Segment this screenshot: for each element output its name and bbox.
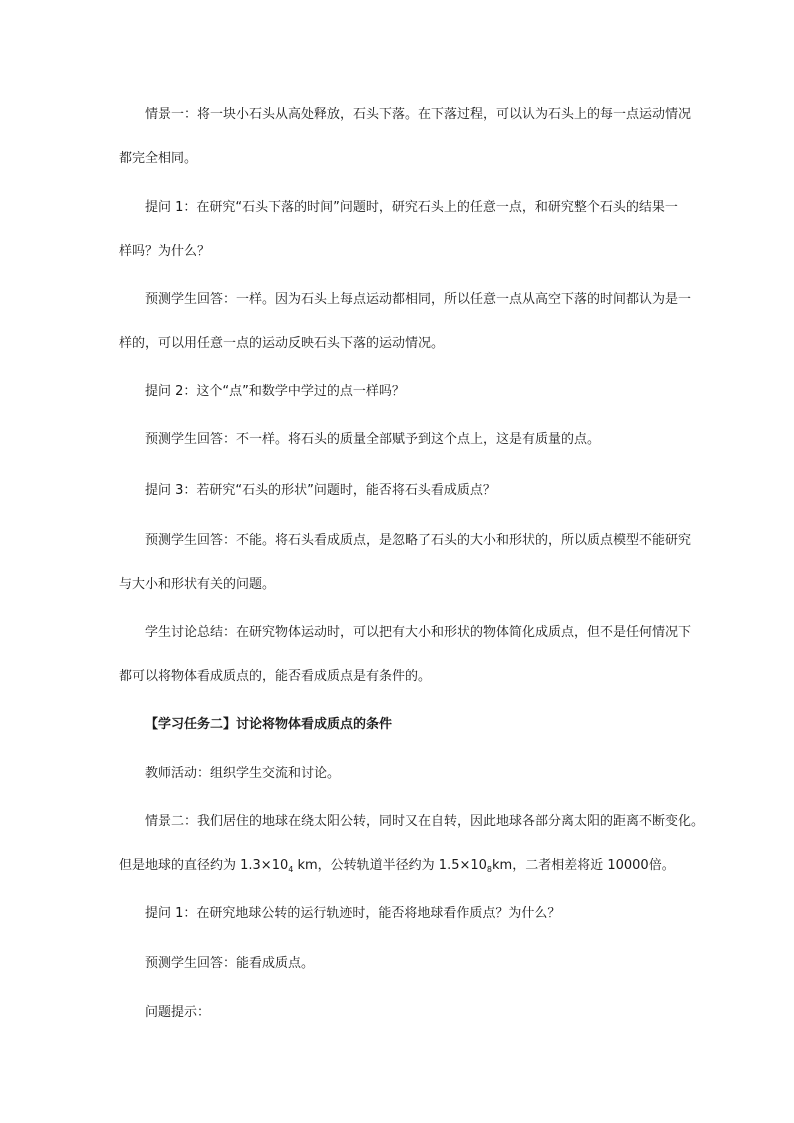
answer-1-line-2: 样的，可以用任意一点的运动反映石头下落的运动情况。 <box>119 336 445 351</box>
question-earth: 提问 1：在研究地球公转的运行轨迹时，能否将地球看作质点？为什么？ <box>145 906 561 921</box>
answer-1-line-1: 预测学生回答：一样。因为石头上每点运动都相同，所以任意一点从高空下落的时间都认为是一 <box>145 292 692 307</box>
question-1-line-2: 样吗？为什么？ <box>119 244 211 259</box>
teacher-activity: 教师活动：组织学生交流和讨论。 <box>145 766 341 781</box>
question-hint: 问题提示： <box>145 1005 211 1020</box>
question-1-line-1: 提问 1：在研究“石头下落的时间”问题时，研究石头上的任意一点，和研究整个石头的结果一 <box>145 200 678 215</box>
question-3: 提问 3：若研究“石头的形状”问题时，能否将石头看成质点？ <box>145 483 496 498</box>
question-2: 提问 2：这个“点”和数学中学过的点一样吗？ <box>145 384 405 399</box>
scenario-two-line-1: 情景二：我们居住的地球在绕太阳公转，同时又在自转，因此地球各部分离太阳的距离不断变化。 <box>145 814 705 829</box>
answer-2: 预测学生回答：不一样。将石头的质量全部赋予到这个点上，这是有质量的点。 <box>145 432 601 447</box>
summary-line-2: 都可以将物体看成质点的，能否看成质点是有条件的。 <box>119 669 432 684</box>
task-two-heading: 【学习任务二】讨论将物体看成质点的条件 <box>145 717 393 732</box>
scenario-one-line-1: 情景一：将一块小石头从高处释放，石头下落。在下落过程，可以认为石头上的每一点运动情况 <box>145 107 692 122</box>
answer-earth: 预测学生回答：能看成质点。 <box>145 956 315 971</box>
answer-3-line-2: 与大小和形状有关的问题。 <box>119 577 276 592</box>
scenario-two-line-2: 但是地球的直径约为 $1.3\times 10_4$ km，公转轨道半径约为 $1.5\times 10_8km$，二者相差将近 10000倍。 <box>119 858 675 874</box>
scenario-one-line-2: 都完全相同。 <box>119 151 198 166</box>
summary-line-1: 学生讨论总结：在研究物体运动时，可以把有大小和形状的物体简化成质点，但不是任何情况下 <box>145 625 692 640</box>
answer-3-line-1: 预测学生回答：不能。将石头看成质点，是忽略了石头的大小和形状的，所以质点模型不能研究 <box>145 533 692 548</box>
